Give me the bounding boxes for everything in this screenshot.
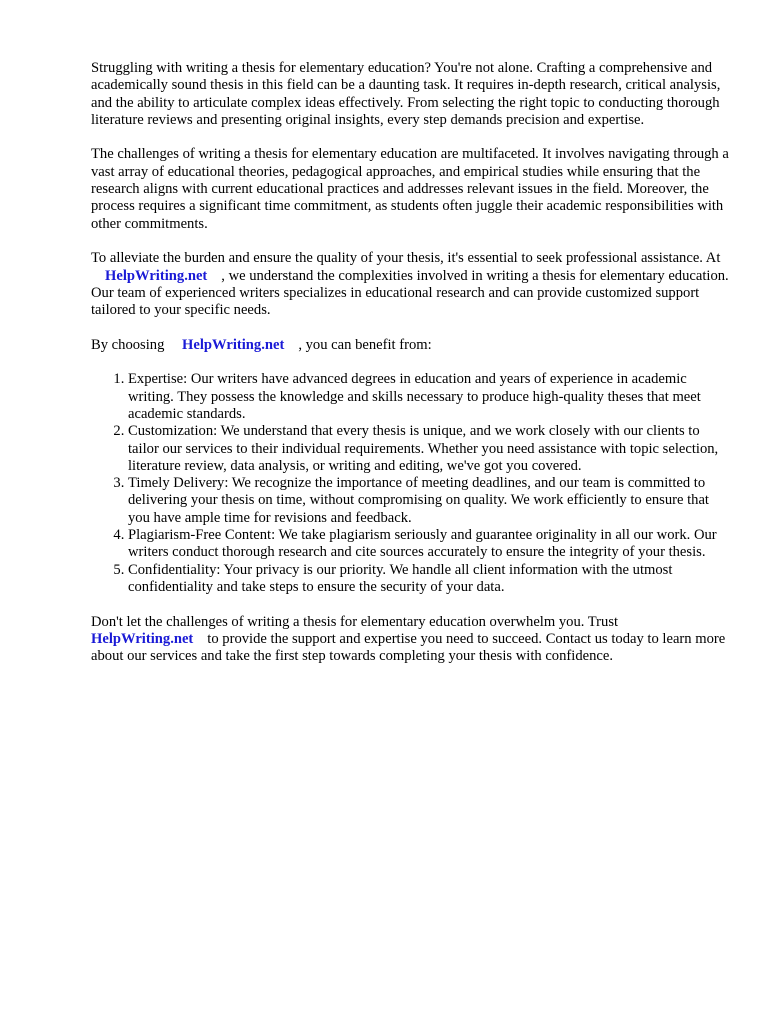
assistance-paragraph bbox=[91, 250, 731, 319]
assistance-text-before: To alleviate the burden and ensure the quality of your thesis, it's essential to seek professional assistance. At bbox=[91, 250, 721, 267]
helpwriting-link-1[interactable]: HelpWriting.net bbox=[105, 267, 208, 284]
intro-paragraph-2: The challenges of writing a thesis for elementary education are multifaceted. It involves navigating through a vast array of educational theories, pedagogical approaches, and empirical studies while ensuring that the research aligns with current educational practices and addresses relevant issues in the field. Moreover, the process requires a significant time commitment, as students often juggle their academic responsibilities with other commitments. bbox=[91, 146, 729, 232]
benefits-intro-paragraph bbox=[91, 337, 731, 354]
benefits-list bbox=[91, 371, 731, 596]
benefits-intro-before: By choosing bbox=[91, 336, 165, 353]
benefit-item-plagiarism-free: 4. Plagiarism-Free Content: We take plagiarism seriously and guarantee originality in all our work. Our writers conduct thorough research and cite sources accurately to ensure the integrity of your thesis. bbox=[128, 527, 731, 562]
closing-text-after: to provide the support and expertise you need to succeed. Contact us today to learn more about our services and take the first step towards completing your thesis with confidence. bbox=[91, 630, 726, 665]
closing-paragraph bbox=[91, 614, 731, 666]
intro-paragraph-1: Struggling with writing a thesis for elementary education? You're not alone. Crafting a comprehensive and academically sound thesis in this field can be a daunting task. It requires in-depth research, critical analysis, and the ability to articulate complex ideas effectively. From selecting the right topic to conducting thorough literature reviews and presenting original insights, every step demands precision and expertise. bbox=[91, 60, 721, 128]
helpwriting-link-2[interactable]: HelpWriting.net bbox=[182, 336, 285, 353]
closing-text-before: Don't let the challenges of writing a thesis for elementary education overwhelm you. Trust bbox=[91, 613, 619, 630]
benefit-item-timely-delivery: 3. Timely Delivery: We recognize the importance of meeting deadlines, and our team is committed to delivering your thesis on time, without compromising on quality. We work efficiently to ensure that you have ample time for revisions and feedback. bbox=[128, 475, 731, 527]
benefit-item-confidentiality: 5. Confidentiality: Your privacy is our priority. We handle all client information with the utmost confidentiality and take steps to ensure the security of your data. bbox=[128, 562, 731, 597]
helpwriting-link-3[interactable]: HelpWriting.net bbox=[91, 630, 194, 647]
benefit-item-expertise: 1. Expertise: Our writers have advanced degrees in education and years of experience in academic writing. They possess the knowledge and skills necessary to produce high-quality theses that meet academic standards. bbox=[128, 371, 731, 423]
benefit-item-customization: 2. Customization: We understand that every thesis is unique, and we work closely with our clients to tailor our services to their individual requirements. Whether you need assistance with topic selection, literature review, data analysis, or writing and editing, we've got you covered. bbox=[128, 423, 731, 475]
benefits-intro-after: , you can benefit from: bbox=[298, 336, 432, 353]
assistance-text-after: , we understand the complexities involved in writing a thesis for elementary education. Our team of experienced writers specializes in educational research and can provide customized support tailored to your specific needs. bbox=[91, 267, 729, 319]
document-page bbox=[91, 60, 731, 683]
